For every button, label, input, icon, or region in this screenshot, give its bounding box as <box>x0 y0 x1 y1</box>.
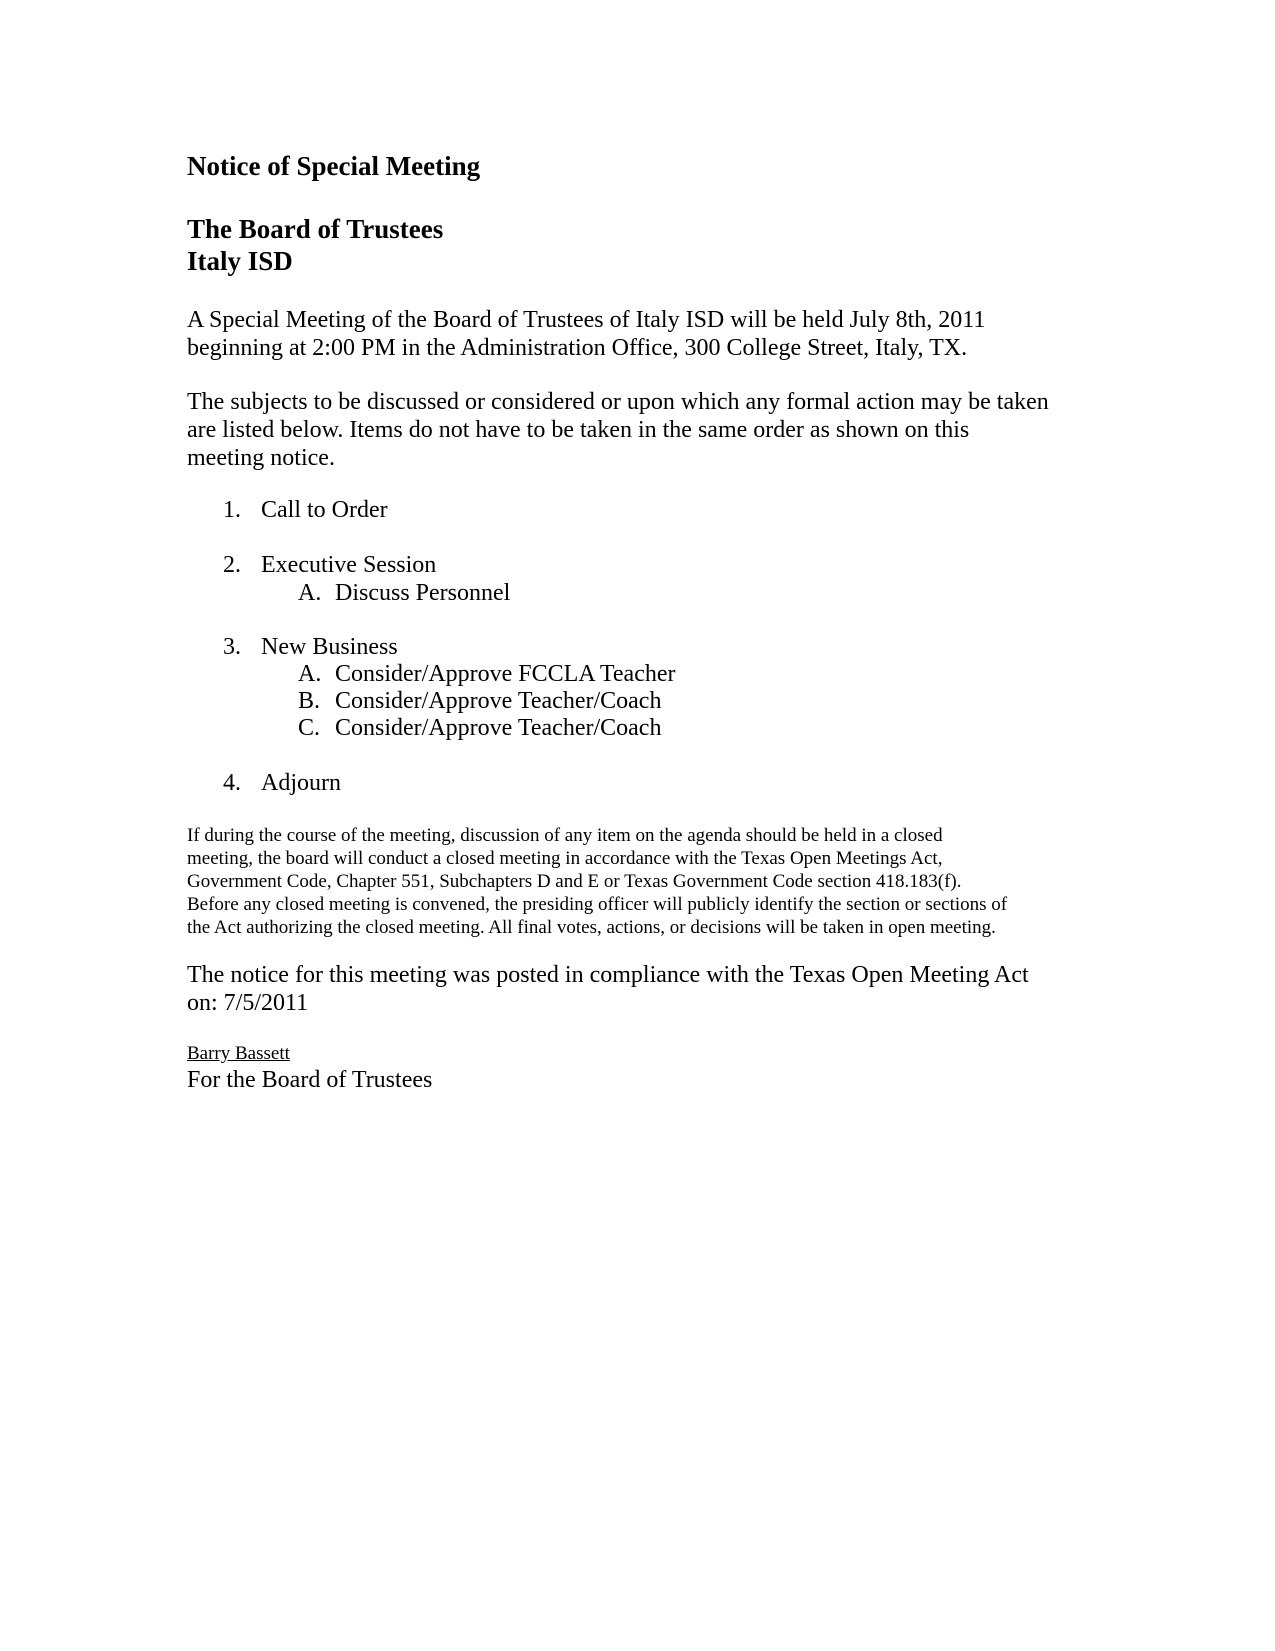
agenda-text: Executive Session <box>261 552 437 578</box>
closed-meeting-line: Before any closed meeting is convened, the presiding officer will publicly identify the section or sections of <box>187 894 1008 915</box>
signature-name: Barry Bassett <box>187 1043 290 1064</box>
agenda-subtext: Consider/Approve Teacher/Coach <box>335 715 662 741</box>
agenda-subtext: Consider/Approve FCCLA Teacher <box>335 661 676 687</box>
closed-meeting-line: If during the course of the meeting, discussion of any item on the agenda should be held in a closed <box>187 825 943 846</box>
signature-role: For the Board of Trustees <box>187 1067 433 1093</box>
closed-meeting-line: the Act authorizing the closed meeting. All final votes, actions, or decisions will be taken in open meeting. <box>187 917 996 938</box>
org-name: The Board of Trustees <box>187 214 444 244</box>
agenda-text: Call to Order <box>261 497 388 523</box>
agenda-text: Adjourn <box>261 770 341 796</box>
subjects-line: meeting notice. <box>187 445 335 471</box>
agenda-subletter: C. <box>298 715 321 741</box>
subjects-line: are listed below. Items do not have to be taken in the same order as shown on this <box>187 417 970 443</box>
closed-meeting-line: Government Code, Chapter 551, Subchapters D and E or Texas Government Code section 418.183(f). <box>187 871 962 892</box>
intro-line: beginning at 2:00 PM in the Administration Office, 300 College Street, Italy, TX. <box>187 335 968 361</box>
intro-line: A Special Meeting of the Board of Trustees of Italy ISD will be held July 8th, 2011 <box>187 307 986 333</box>
page-title: Notice of Special Meeting <box>187 151 481 181</box>
agenda-number: 2. <box>223 552 241 578</box>
posted-date: on: 7/5/2011 <box>187 990 309 1016</box>
agenda-subtext: Discuss Personnel <box>335 580 511 606</box>
district-name: Italy ISD <box>187 246 293 276</box>
agenda-subtext: Consider/Approve Teacher/Coach <box>335 688 662 714</box>
agenda-subletter: A. <box>298 580 322 606</box>
agenda-number: 4. <box>223 770 241 796</box>
agenda-number: 1. <box>223 497 241 523</box>
agenda-subletter: A. <box>298 661 322 687</box>
subjects-line: The subjects to be discussed or considered or upon which any formal action may be taken <box>187 389 1049 415</box>
posted-line: The notice for this meeting was posted in compliance with the Texas Open Meeting Act <box>187 962 1029 988</box>
agenda-number: 3. <box>223 634 241 660</box>
agenda-subletter: B. <box>298 688 321 714</box>
agenda-text: New Business <box>261 634 398 660</box>
closed-meeting-line: meeting, the board will conduct a closed meeting in accordance with the Texas Open Meetings Act, <box>187 848 943 869</box>
